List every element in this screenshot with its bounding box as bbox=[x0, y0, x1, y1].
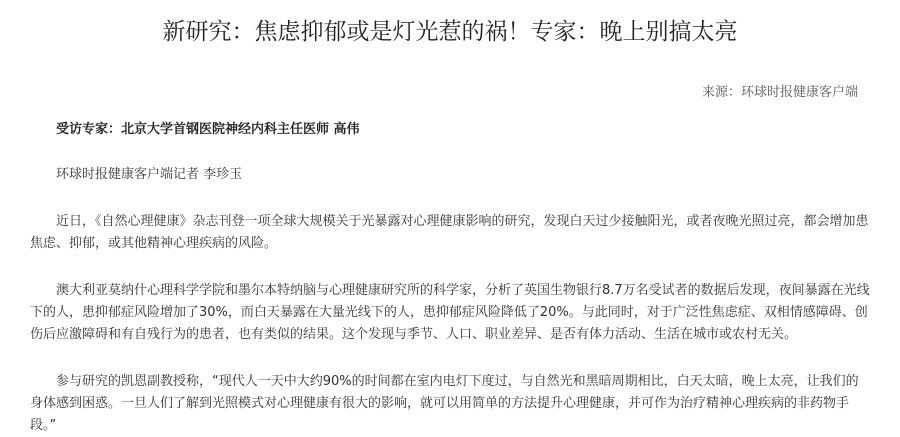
article-paragraph-3: 参与研究的凯恩副教授称，“现代人一天中大约90%的时间都在室内电灯下度过，与自然光和黑暗周期相比，白天太暗，晚上太亮，让我们的身体感到困惑。一旦人们了解到光照模式对心理健康有很大的影响，就可以用简单的方法提升心理健康，并可作为治疗精神心理疾病的非药物手段。” bbox=[30, 374, 859, 433]
reporter-byline: 环球时报健康客户端记者 李珍玉 bbox=[56, 167, 243, 182]
interviewed-expert: 受访专家：北京大学首钢医院神经内科主任医师 高伟 bbox=[56, 122, 360, 137]
article-paragraph-1: 近日，《自然心理健康》杂志刊登一项全球大规模关于光暴露对心理健康影响的研究，发现白天过少接触阳光，或者夜晚光照过亮，都会增加患焦虑、抑郁，或其他精神心理疾病的风险。 bbox=[30, 214, 869, 251]
article-title: 新研究：焦虑抑郁或是灯光惹的祸！专家：晚上别搞太亮 bbox=[162, 19, 738, 45]
article-paragraph-2: 澳大利亚莫纳什心理科学学院和墨尔本特纳脑与心理健康研究所的科学家，分析了英国生物银行8.7万名受试者的数据后发现，夜间暴露在光线下的人，患抑郁症风险增加了30%，而白天暴露在大量光线下的人，患抑郁症风险降低了20%。与此同时，对于广泛性焦虑症、双相情感障碍、创伤后应激障碍和有自残行为的患者，也有类似的结果。这个发现与季节、人口、职业差异、是否有体力活动、生活在城市或农村无关。 bbox=[30, 283, 870, 342]
article-source: 来源：环球时报健康客户端 bbox=[701, 85, 858, 100]
